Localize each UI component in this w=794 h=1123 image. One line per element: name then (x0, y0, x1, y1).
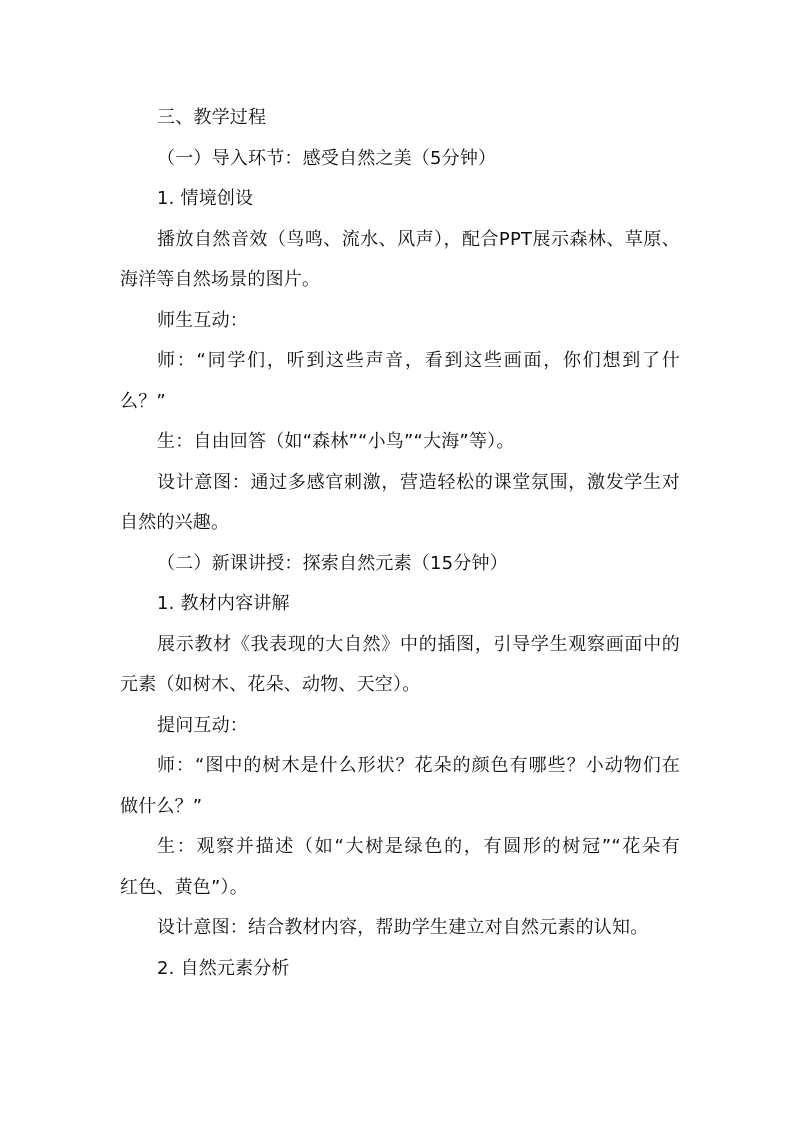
paragraph-line: 做什么？” (120, 795, 203, 817)
paragraph-line: 师：“同学们，听到这些声音，看到这些画面，你们想到了什 (157, 350, 680, 371)
step-heading: 1. 教材内容讲解 (157, 593, 290, 614)
paragraph-line: 元素（如树木、花朵、动物、天空）。 (120, 674, 421, 695)
paragraph-line: 播放自然音效（鸟鸣、流水、风声），配合PPT展示森林、草原、 (157, 228, 680, 250)
paragraph-line: 自然的兴趣。 (120, 512, 230, 533)
paragraph-line: 设计意图：结合教材内容，帮助学生建立对自然元素的认知。 (157, 917, 649, 938)
paragraph-line: 红色、黄色”）。 (120, 876, 248, 898)
subsection-heading: （一）导入环节：感受自然之美（5分钟） (157, 147, 497, 169)
paragraph-line: 展示教材《我表现的大自然》中的插图，引导学生观察画面中的 (157, 633, 680, 655)
paragraph-line: 师生互动： (157, 309, 248, 331)
paragraph-line: 师：“图中的树木是什么形状？花朵的颜色有哪些？小动物们在 (157, 755, 680, 776)
paragraph-line: 海洋等自然场景的图片。 (120, 269, 321, 290)
paragraph-line: 生：观察并描述（如“大树是绿色的，有圆形的树冠”“花朵有 (157, 836, 680, 857)
paragraph-line: 设计意图：通过多感官刺激，营造轻松的课堂氛围，激发学生对 (157, 471, 680, 493)
subsection-heading: （二）新课讲授：探索自然元素（15分钟） (157, 552, 508, 574)
document-body (120, 98, 680, 989)
step-heading: 1. 情境创设 (157, 188, 254, 209)
paragraph-line: 提问互动： (157, 714, 248, 736)
step-heading: 2. 自然元素分析 (157, 957, 290, 979)
paragraph-line: 么？” (120, 390, 166, 412)
section-heading: 三、教学过程 (157, 107, 267, 128)
paragraph-line: 生：自由回答（如“森林”“小鸟”“大海”等）。 (157, 431, 515, 452)
